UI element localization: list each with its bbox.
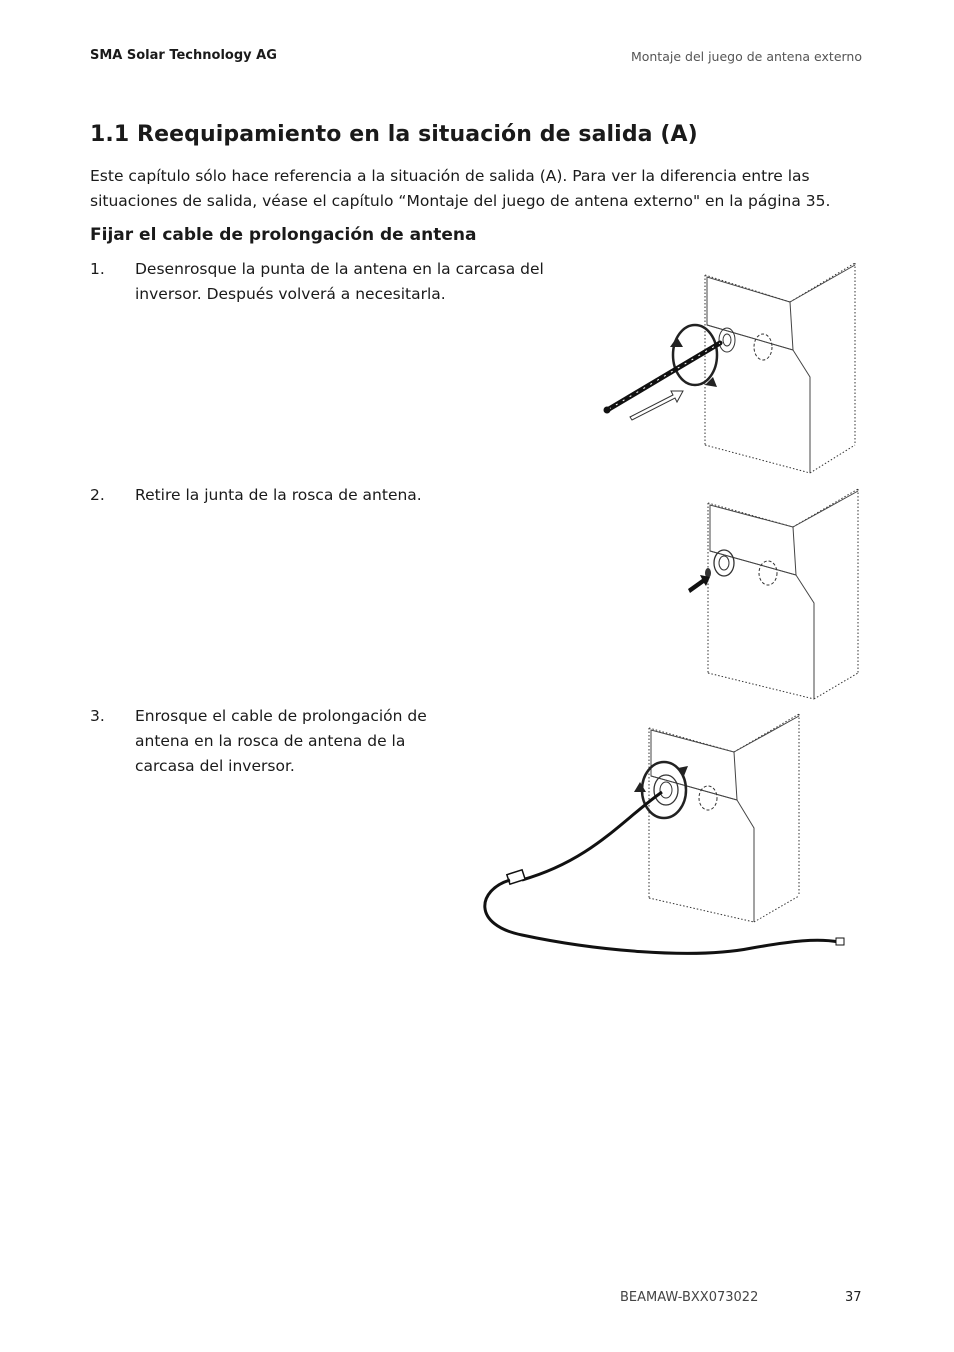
step-text: Retire la junta de la rosca de antena.	[135, 486, 422, 504]
step-number: 2.	[90, 486, 105, 504]
page-title: 1.1 Reequipamiento en la situación de salida (A)	[90, 122, 698, 147]
figure-remove-seal	[680, 485, 865, 703]
step-number: 1.	[90, 260, 105, 278]
subheading: Fijar el cable de prolongación de antena	[90, 225, 477, 245]
page-number: 37	[845, 1290, 862, 1305]
step-number: 3.	[90, 707, 105, 725]
figure-screw-extension-cable	[482, 710, 867, 960]
footer-doc-code: BEAMAW-BXX073022	[620, 1290, 759, 1305]
intro-paragraph: Este capítulo sólo hace referencia a la situación de salida (A). Para ver la diferencia entre las situaciones de salida, véase el capítulo “Montaje del juego de antena externo" en la página 35.	[90, 167, 831, 210]
figure-unscrew-antenna	[595, 255, 865, 477]
step-text: Desenrosque la punta de la antena en la carcasa del inversor. Después volverá a necesitarla.	[135, 260, 544, 303]
header-company: SMA Solar Technology AG	[90, 48, 277, 63]
header-section: Montaje del juego de antena externo	[630, 49, 862, 64]
step-text: Enrosque el cable de prolongación de antena en la rosca de antena de la carcasa del inversor.	[135, 707, 427, 775]
